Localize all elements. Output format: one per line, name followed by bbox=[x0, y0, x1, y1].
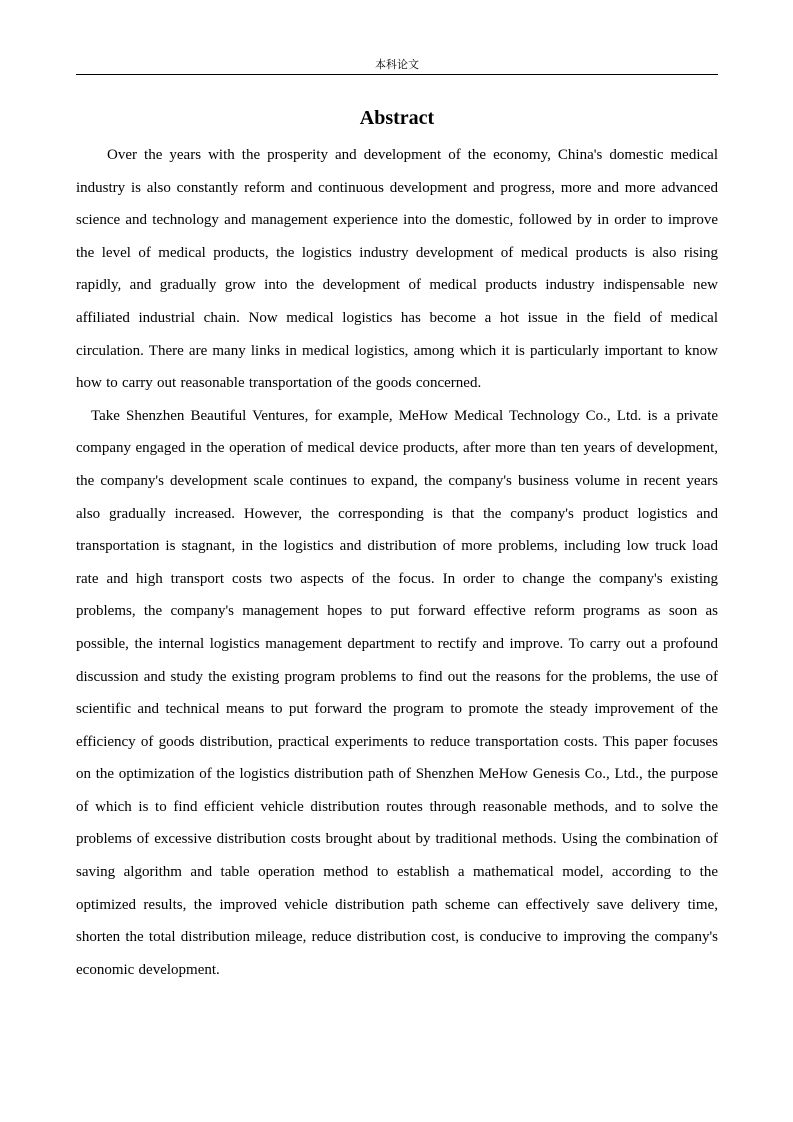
running-header: 本科论文 bbox=[375, 58, 419, 71]
abstract-paragraph-1: Over the years with the prosperity and development of the economy, China's domestic medical industry is also constantly reform and continuous development and progress, more and more advanced science and technology and management experience into the domestic, followed by in order to improve the level of medical products, the logistics industry development of medical products is also rising rapidly, and gradually grow into the development of medical products industry indispensable new affiliated industrial chain. Now medical logistics has become a hot issue in the field of medical circulation. There are many links in medical logistics, among which it is particularly important to know how to carry out reasonable transportation of the goods concerned. bbox=[76, 147, 718, 392]
abstract-title: Abstract bbox=[359, 107, 435, 129]
abstract-body bbox=[76, 139, 718, 986]
abstract-paragraph-2: Take Shenzhen Beautiful Ventures, for example, MeHow Medical Technology Co., Ltd. is a private company engaged in the operation of medical device products, after more than ten years of development, the company's development scale continues to expand, the company's business volume in recent years also gradually increased. However, the corresponding is that the company's product logistics and transportation is stagnant, in the logistics and distribution of more problems, including low truck load rate and high transport costs two aspects of the focus. In order to change the company's existing problems, the company's management hopes to put forward effective reform programs as soon as possible, the internal logistics management department to rectify and improve. To carry out a profound discussion and study the existing program problems to find out the reasons for the problems, the use of scientific and technical means to put forward the program to promote the steady improvement of the efficiency of goods distribution, practical experiments to reduce transportation costs. This paper focuses on the optimization of the logistics distribution path of Shenzhen MeHow Genesis Co., Ltd., the purpose of which is to find efficient vehicle distribution routes through reasonable methods, and to solve the problems of excessive distribution costs brought about by traditional methods. Using the combination of saving algorithm and table operation method to establish a mathematical model, according to the optimized results, the improved vehicle distribution path scheme can effectively save delivery time, shorten the total distribution mileage, reduce distribution cost, is conducive to improving the company's economic development. bbox=[76, 407, 718, 978]
header-rule bbox=[76, 74, 718, 75]
